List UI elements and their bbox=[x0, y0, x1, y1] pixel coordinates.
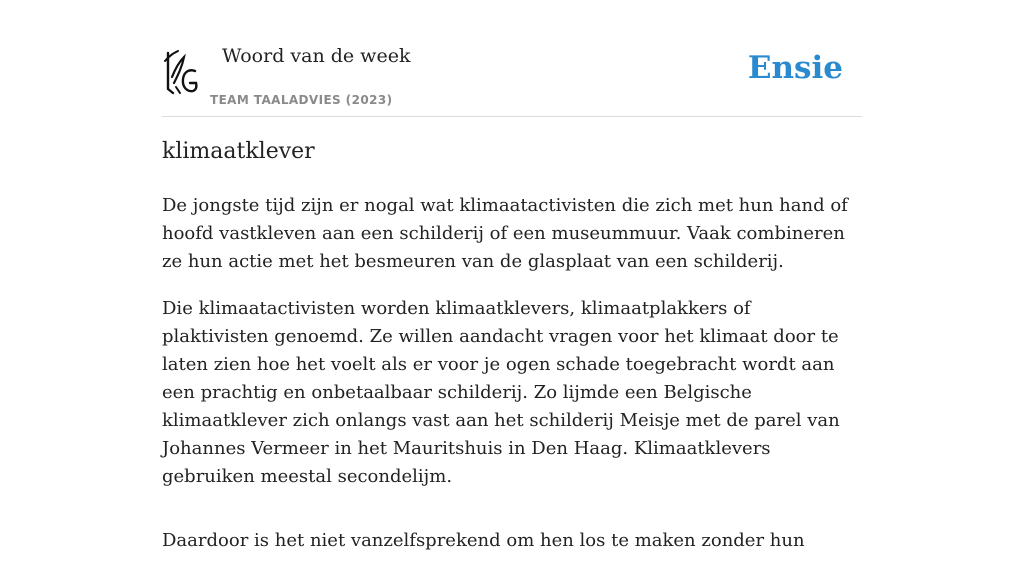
leuven-lion-logo-icon[interactable] bbox=[162, 47, 200, 97]
entry-header bbox=[162, 0, 862, 117]
source-subtitle[interactable]: TEAM TAALADVIES (2023) bbox=[210, 93, 393, 107]
source-title[interactable]: Woord van de week bbox=[222, 45, 411, 67]
brand-logo[interactable]: Ensie bbox=[747, 50, 843, 86]
entry-body bbox=[162, 192, 862, 574]
paragraph: De jongste tijd zijn er nogal wat klimaatactivisten die zich met hun hand of hoofd vastkleven aan een schilderij of een museummuur. Vaak combineren ze hun actie met het besmeuren van de glasplaat van een schilderij. bbox=[162, 195, 848, 272]
paragraph: Die klimaatactivisten worden klimaatklevers, klimaatplakkers of plaktivisten genoemd. Ze willen aandacht vragen voor het klimaat door te laten zien hoe het voelt als er voor je ogen schade toegebracht wordt aan een prachtig en onbetaalbaar schilderij. Zo lijmde een Belgische klimaatklever zich onlangs vast aan het schilderij Meisje met de parel van Johannes Vermeer in het Mauritshuis in Den Haag. Klimaatklevers gebruiken meestal secondelijm. bbox=[162, 298, 840, 487]
paragraph: Daardoor is het niet vanzelfsprekend om hen los te maken zonder hun bbox=[162, 530, 805, 551]
headword: klimaatklever bbox=[162, 139, 315, 164]
